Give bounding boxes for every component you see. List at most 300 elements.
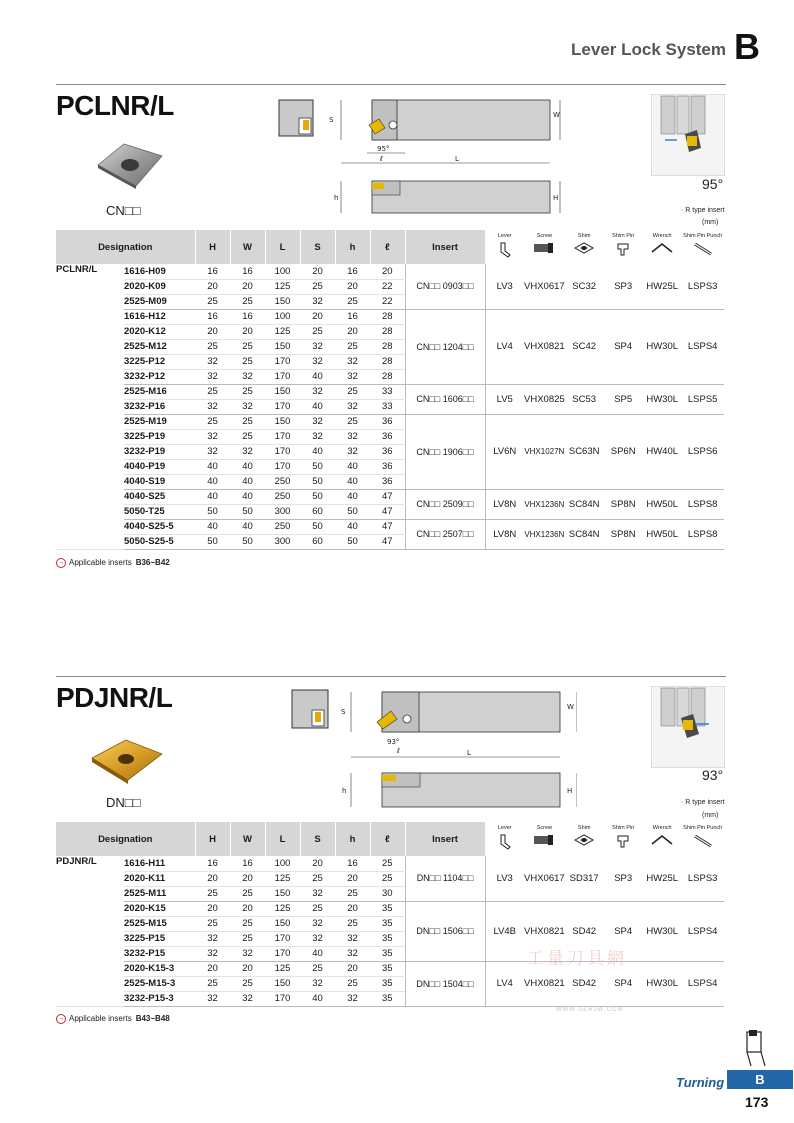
dim-w: W — [567, 703, 574, 711]
insert-value: CN□□ 1204□□ — [405, 309, 485, 384]
dim-value: 50 — [230, 534, 265, 549]
dim-value: 25 — [195, 916, 230, 931]
dim-value: 40 — [300, 399, 335, 414]
dim-s: S — [341, 708, 346, 716]
designation-code: 5050-T25 — [124, 504, 195, 519]
screw-value: VHX0821 — [524, 309, 565, 384]
insert-value: CN□□ 1906□□ — [405, 414, 485, 489]
table-row — [56, 489, 724, 504]
dim-value: 16 — [335, 856, 370, 871]
dim-value: 36 — [370, 444, 405, 459]
shim-pin-value: SP4 — [604, 961, 643, 1006]
dim-value: 32 — [195, 931, 230, 946]
dim-value: 170 — [265, 429, 300, 444]
dim-value: 20 — [335, 324, 370, 339]
dim-value: 100 — [265, 856, 300, 871]
dim-value: 250 — [265, 474, 300, 489]
dim-value: 20 — [335, 901, 370, 916]
dim-value: 40 — [300, 946, 335, 961]
dim-value: 16 — [230, 309, 265, 324]
col-wrench-label: Wrench — [652, 825, 672, 831]
dim-value: 40 — [195, 459, 230, 474]
dim-value: 32 — [300, 429, 335, 444]
col-insert: Insert — [405, 230, 485, 264]
dim-value: 170 — [265, 369, 300, 384]
lever-value: LV8N — [485, 519, 524, 549]
dim-value: 300 — [265, 534, 300, 549]
dim-value: 32 — [230, 444, 265, 459]
col-lever — [485, 230, 524, 264]
dim-value: 50 — [300, 489, 335, 504]
insert-value: CN□□ 1606□□ — [405, 384, 485, 414]
dim-value: 32 — [195, 946, 230, 961]
designation-code: 1616-H11 — [124, 856, 195, 871]
dim-value: 32 — [230, 991, 265, 1006]
col-wrench — [643, 230, 682, 264]
dim-l-big: L — [467, 749, 471, 757]
shim-value: SD317 — [565, 856, 604, 901]
col-h: h — [335, 822, 370, 856]
dim-value: 32 — [195, 399, 230, 414]
dim-value: 47 — [370, 504, 405, 519]
dim-value: 16 — [335, 309, 370, 324]
wrench-value: HW30L — [643, 309, 682, 384]
designation-code: 2525-M12 — [124, 339, 195, 354]
dim-w: W — [553, 111, 560, 119]
dim-s: S — [329, 116, 334, 124]
screw-value: VHX1027N — [524, 414, 565, 489]
designation-code: 2525-M15 — [124, 916, 195, 931]
dim-value: 60 — [300, 504, 335, 519]
designation-code: 4040-P19 — [124, 459, 195, 474]
dim-value: 20 — [370, 264, 405, 279]
dim-value: 25 — [230, 916, 265, 931]
dim-value: 170 — [265, 444, 300, 459]
designation-code: 2020-K15-3 — [124, 961, 195, 976]
dim-value: 32 — [335, 354, 370, 369]
wrench-value: HW30L — [643, 384, 682, 414]
shim-value: SC84N — [565, 489, 604, 519]
family-label: PCLNR/L — [56, 264, 124, 549]
col-insert: Insert — [405, 822, 485, 856]
lever-value: LV4B — [485, 901, 524, 961]
dim-value: 32 — [300, 976, 335, 991]
dim-l-big: L — [455, 155, 459, 163]
col-screw — [524, 230, 565, 264]
col-shim-pin-label: Shim Pin — [612, 233, 635, 239]
designation-code: 2020-K12 — [124, 324, 195, 339]
designation-code: 3225-P12 — [124, 354, 195, 369]
designation-code: 3232-P19 — [124, 444, 195, 459]
watermark: 工量刀具網 — [527, 949, 627, 968]
dim-value: 40 — [230, 519, 265, 534]
dim-value: 32 — [300, 916, 335, 931]
applicable-inserts — [56, 558, 170, 568]
dim-value: 40 — [195, 519, 230, 534]
dim-h-big: H — [553, 194, 559, 202]
col-s: S — [300, 230, 335, 264]
dim-value: 32 — [300, 354, 335, 369]
col-h: h — [335, 230, 370, 264]
wrench-value: HW25L — [643, 856, 682, 901]
designation-code: 2020-K11 — [124, 871, 195, 886]
col-shim-pin-punch-label: Shim Pin Punch — [683, 825, 723, 831]
designation-code: 3232-P12 — [124, 369, 195, 384]
col-designation: Designation — [56, 230, 195, 264]
dim-value: 32 — [230, 946, 265, 961]
dim-value: 20 — [300, 856, 335, 871]
lever-value: LV3 — [485, 856, 524, 901]
dim-value: 150 — [265, 414, 300, 429]
screw-value: VHX0825 — [524, 384, 565, 414]
shim-pin-value: SP5 — [604, 384, 643, 414]
dim-value: 16 — [195, 264, 230, 279]
dim-value: 170 — [265, 991, 300, 1006]
dim-value: 20 — [195, 871, 230, 886]
dim-value: 32 — [195, 429, 230, 444]
insert-value: CN□□ 2507□□ — [405, 519, 485, 549]
dim-value: 35 — [370, 961, 405, 976]
dim-value: 32 — [300, 294, 335, 309]
screw-icon — [524, 241, 565, 255]
dim-value: 32 — [195, 369, 230, 384]
dim-value: 40 — [335, 474, 370, 489]
dim-angle: 95° — [377, 145, 390, 153]
designation-code: 2020-K15 — [124, 901, 195, 916]
dim-value: 30 — [370, 886, 405, 901]
col-s: S — [300, 822, 335, 856]
dim-value: 25 — [335, 294, 370, 309]
col-w: W — [230, 230, 265, 264]
col-l-small: ℓ — [370, 230, 405, 264]
dim-value: 100 — [265, 264, 300, 279]
screw-value: VHX0821 — [524, 901, 565, 961]
holder-3d-icon — [277, 98, 317, 140]
table-row — [56, 264, 724, 279]
dim-value: 40 — [195, 489, 230, 504]
shim-icon — [565, 833, 604, 847]
dim-value: 25 — [370, 871, 405, 886]
col-shim-pin-punch-label: Shim Pin Punch — [683, 233, 723, 239]
dim-value: 40 — [300, 444, 335, 459]
dim-value: 25 — [300, 961, 335, 976]
col-shim-pin-punch — [682, 822, 724, 856]
dim-value: 25 — [230, 976, 265, 991]
dim-value: 32 — [195, 991, 230, 1006]
dim-value: 25 — [335, 339, 370, 354]
shim-value: SC53 — [565, 384, 604, 414]
dim-value: 300 — [265, 504, 300, 519]
dim-value: 36 — [370, 459, 405, 474]
dim-value: 50 — [300, 459, 335, 474]
applicable-inserts — [56, 1014, 170, 1024]
dim-h-big: H — [567, 787, 573, 795]
dim-value: 22 — [370, 279, 405, 294]
col-screw — [524, 822, 565, 856]
designation-code: 2020-K09 — [124, 279, 195, 294]
designation-code: 1616-H12 — [124, 309, 195, 324]
dim-value: 36 — [370, 474, 405, 489]
dim-value: 32 — [300, 414, 335, 429]
dim-value: 25 — [300, 871, 335, 886]
dim-value: 20 — [195, 961, 230, 976]
dim-value: 60 — [300, 534, 335, 549]
dim-l-small: ℓ — [397, 747, 400, 755]
dim-value: 125 — [265, 901, 300, 916]
shim-pin-value: SP3 — [604, 264, 643, 309]
dim-value: 20 — [300, 264, 335, 279]
dim-value: 20 — [230, 871, 265, 886]
unit-note: (mm) — [702, 812, 719, 819]
dim-value: 28 — [370, 369, 405, 384]
lever-icon — [486, 833, 525, 851]
shim-pin-punch-value: LSPS8 — [682, 489, 724, 519]
col-shim-label: Shim — [577, 233, 591, 239]
shim-pin-punch-icon — [682, 833, 724, 849]
dim-value: 50 — [335, 504, 370, 519]
table-row — [56, 414, 724, 429]
insert-cn-image — [92, 140, 166, 190]
dim-value: 25 — [230, 886, 265, 901]
col-w: W — [230, 822, 265, 856]
table-row — [56, 309, 724, 324]
top-view-drawing — [337, 687, 577, 762]
dim-value: 125 — [265, 279, 300, 294]
wrench-value: HW40L — [643, 414, 682, 489]
col-shim-pin — [604, 822, 643, 856]
dim-value: 16 — [230, 856, 265, 871]
insert-value: CN□□ 2509□□ — [405, 489, 485, 519]
dim-value: 50 — [230, 504, 265, 519]
table-header-row — [56, 230, 724, 264]
shim-pin-value: SP3 — [604, 856, 643, 901]
col-wrench — [643, 822, 682, 856]
dim-value: 25 — [195, 294, 230, 309]
dim-value: 35 — [370, 991, 405, 1006]
designation-code: 2525-M11 — [124, 886, 195, 901]
dim-value: 50 — [300, 474, 335, 489]
dim-value: 25 — [195, 339, 230, 354]
shim-pin-icon — [604, 833, 643, 849]
dim-value: 125 — [265, 961, 300, 976]
table-row — [56, 856, 724, 871]
dim-value: 150 — [265, 294, 300, 309]
designation-code: 3232-P16 — [124, 399, 195, 414]
dim-value: 32 — [335, 399, 370, 414]
dim-value: 35 — [370, 916, 405, 931]
screw-icon — [524, 833, 565, 847]
shim-pin-punch-value: LSPS4 — [682, 901, 724, 961]
dim-value: 25 — [335, 976, 370, 991]
col-h: H — [195, 230, 230, 264]
shim-value: SD42 — [565, 961, 604, 1006]
designation-code: 4040-S25-5 — [124, 519, 195, 534]
r-type-note: · R type insert — [681, 207, 725, 214]
shim-value: SC32 — [565, 264, 604, 309]
dim-value: 25 — [300, 324, 335, 339]
col-l: L — [265, 230, 300, 264]
dim-value: 100 — [265, 309, 300, 324]
dim-value: 20 — [335, 279, 370, 294]
dim-value: 28 — [370, 339, 405, 354]
turning-tool-icon — [743, 1028, 771, 1068]
designation-code: 4040-S25 — [124, 489, 195, 504]
shim-pin-punch-value: LSPS5 — [682, 384, 724, 414]
dim-value: 40 — [335, 489, 370, 504]
dim-value: 150 — [265, 384, 300, 399]
dim-value: 47 — [370, 489, 405, 504]
dim-value: 25 — [230, 339, 265, 354]
applicable-icon: → — [57, 1015, 65, 1022]
dim-value: 33 — [370, 399, 405, 414]
holder-3d-icon — [290, 688, 332, 732]
dim-value: 20 — [195, 279, 230, 294]
section-divider — [56, 84, 726, 85]
screw-value: VHX0617 — [524, 264, 565, 309]
wrench-icon — [643, 833, 682, 847]
dim-l-small: ℓ — [380, 155, 383, 163]
insert-dn-image — [90, 736, 164, 786]
applicable-pages: B43~B48 — [135, 1014, 170, 1024]
dim-value: 20 — [300, 309, 335, 324]
shim-value: SC42 — [565, 309, 604, 384]
insert-type-label: DN□□ — [106, 795, 141, 810]
dim-value: 47 — [370, 534, 405, 549]
dim-value: 20 — [230, 324, 265, 339]
shim-value: SC84N — [565, 519, 604, 549]
family-label: PDJNR/L — [56, 856, 124, 1006]
dim-value: 32 — [335, 946, 370, 961]
col-shim — [565, 822, 604, 856]
dim-value: 32 — [195, 354, 230, 369]
shim-pin-value: SP4 — [604, 901, 643, 961]
shim-pin-value: SP6N — [604, 414, 643, 489]
dim-value: 32 — [335, 444, 370, 459]
tool-in-use-image — [651, 94, 725, 176]
dim-value: 25 — [335, 414, 370, 429]
shim-value: SD42 — [565, 901, 604, 961]
dim-angle: 93° — [387, 738, 400, 746]
shim-pin-punch-value: LSPS4 — [682, 961, 724, 1006]
dim-value: 16 — [195, 856, 230, 871]
model-title: PCLNR/L — [56, 90, 174, 121]
dim-value: 40 — [300, 369, 335, 384]
dim-h: h — [334, 194, 339, 202]
designation-code: 3232-P15-3 — [124, 991, 195, 1006]
designation-code: 3225-P15 — [124, 931, 195, 946]
designation-code: 2525-M15-3 — [124, 976, 195, 991]
dim-value: 35 — [370, 976, 405, 991]
dim-value: 32 — [335, 991, 370, 1006]
dim-value: 40 — [230, 489, 265, 504]
shim-value: SC63N — [565, 414, 604, 489]
dim-value: 125 — [265, 871, 300, 886]
shim-icon — [565, 241, 604, 255]
shim-pin-punch-value: LSPS4 — [682, 309, 724, 384]
col-designation: Designation — [56, 822, 195, 856]
dim-value: 25 — [230, 354, 265, 369]
shim-pin-icon — [604, 241, 643, 257]
dim-value: 32 — [300, 384, 335, 399]
dim-value: 250 — [265, 489, 300, 504]
dim-value: 125 — [265, 324, 300, 339]
dim-value: 32 — [195, 444, 230, 459]
col-lever-label: Lever — [497, 233, 512, 239]
shim-pin-punch-value: LSPS6 — [682, 414, 724, 489]
side-view-drawing — [327, 176, 567, 216]
dim-value: 170 — [265, 946, 300, 961]
shim-pin-value: SP8N — [604, 519, 643, 549]
spec-table-pclnr — [56, 230, 724, 550]
col-shim-pin-label: Shim Pin — [612, 825, 635, 831]
dim-value: 35 — [370, 931, 405, 946]
dim-value: 16 — [335, 264, 370, 279]
table-row — [56, 519, 724, 534]
dim-value: 50 — [195, 534, 230, 549]
dim-value: 170 — [265, 399, 300, 414]
dim-value: 170 — [265, 931, 300, 946]
col-shim-pin — [604, 230, 643, 264]
applicable-pages: B36~B42 — [135, 558, 170, 568]
applicable-label: Applicable inserts — [69, 558, 132, 568]
dim-value: 32 — [335, 369, 370, 384]
lever-value: LV4 — [485, 309, 524, 384]
dim-h: h — [342, 787, 347, 795]
dim-value: 150 — [265, 976, 300, 991]
insert-value: CN□□ 0903□□ — [405, 264, 485, 309]
lever-value: LV5 — [485, 384, 524, 414]
designation-code: 1616-H09 — [124, 264, 195, 279]
table-row — [56, 901, 724, 916]
insert-value: DN□□ 1504□□ — [405, 961, 485, 1006]
dim-value: 28 — [370, 324, 405, 339]
col-screw-label: Screw — [536, 825, 552, 831]
col-lever-label: Lever — [497, 825, 512, 831]
dim-value: 25 — [370, 856, 405, 871]
dim-value: 170 — [265, 459, 300, 474]
dim-value: 25 — [195, 886, 230, 901]
screw-value: VHX1236N — [524, 519, 565, 549]
table-row — [56, 384, 724, 399]
dim-value: 50 — [300, 519, 335, 534]
shim-pin-punch-value: LSPS3 — [682, 856, 724, 901]
dim-value: 25 — [195, 414, 230, 429]
dim-value: 40 — [335, 459, 370, 474]
dim-value: 25 — [230, 429, 265, 444]
dim-value: 32 — [300, 931, 335, 946]
section-divider — [56, 676, 726, 677]
dim-value: 22 — [370, 294, 405, 309]
dim-value: 35 — [370, 946, 405, 961]
shim-pin-punch-value: LSPS8 — [682, 519, 724, 549]
footer-section-tab: B — [727, 1070, 793, 1089]
col-shim-pin-punch — [682, 230, 724, 264]
unit-note: (mm) — [702, 219, 719, 226]
page-number: 173 — [745, 1094, 769, 1110]
designation-code: 3232-P15 — [124, 946, 195, 961]
dim-value: 20 — [195, 324, 230, 339]
dim-value: 25 — [335, 384, 370, 399]
wrench-value: HW30L — [643, 901, 682, 961]
dim-value: 50 — [195, 504, 230, 519]
lever-value: LV4 — [485, 961, 524, 1006]
dim-value: 36 — [370, 429, 405, 444]
designation-code: 2525-M09 — [124, 294, 195, 309]
col-h: H — [195, 822, 230, 856]
dim-value: 36 — [370, 414, 405, 429]
shim-pin-punch-icon — [682, 241, 724, 257]
designation-code: 2525-M16 — [124, 384, 195, 399]
